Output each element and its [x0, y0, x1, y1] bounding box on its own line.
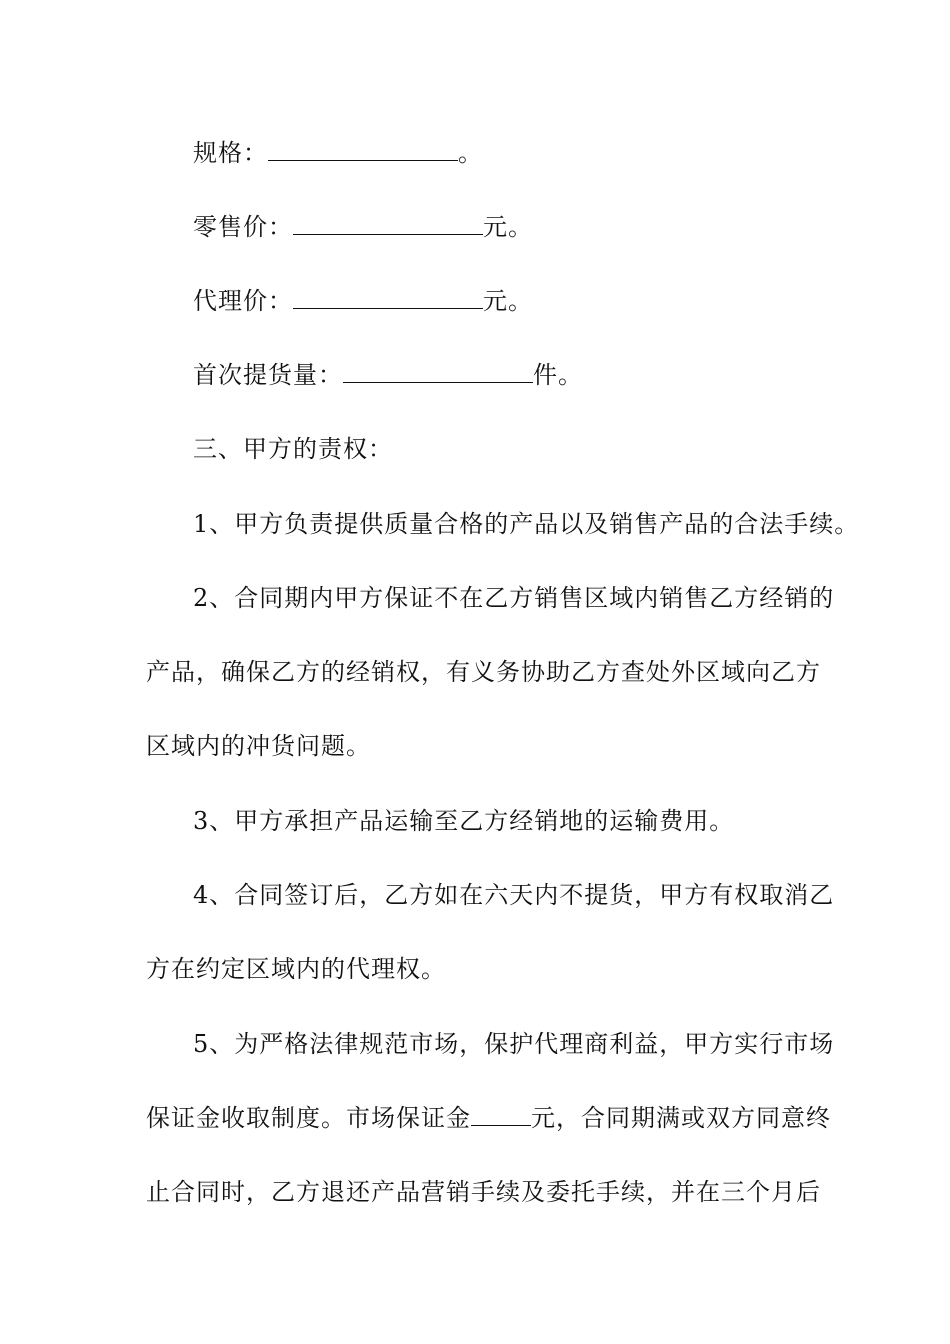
retail-price-suffix: 元。	[483, 213, 533, 241]
clause-3: 3、甲方承担产品运输至乙方经销地的运输费用。	[193, 807, 735, 835]
retail-price-label: 零售价：	[193, 213, 293, 241]
spec-blank	[268, 140, 458, 161]
agent-price-suffix: 元。	[483, 287, 533, 315]
clause-5-line-3: 止合同时，乙方退还产品营销手续及委托手续，并在三个月后	[146, 1178, 821, 1206]
clause-5-line-2-start: 保证金收取制度。市场保证金	[146, 1104, 471, 1132]
clause-4-line-1: 4、合同签订后，乙方如在六天内不提货，甲方有权取消乙	[193, 881, 835, 909]
clause-5-line-2	[146, 1102, 831, 1134]
agent-price-blank	[293, 288, 483, 309]
spec-line	[193, 137, 483, 169]
clause-2-line-2: 产品，确保乙方的经销权，有义务协助乙方查处外区域向乙方	[146, 658, 821, 686]
section-three-heading: 三、甲方的责权：	[193, 435, 393, 463]
first-order-qty-label: 首次提货量：	[193, 361, 343, 389]
retail-price-line	[193, 211, 533, 243]
agent-price-line	[193, 285, 533, 317]
clause-5-line-1: 5、为严格法律规范市场，保护代理商利益，甲方实行市场	[193, 1030, 835, 1058]
spec-suffix: 。	[458, 139, 483, 167]
first-order-qty-blank	[343, 362, 533, 383]
deposit-amount-blank	[471, 1105, 531, 1126]
first-order-qty-line	[193, 359, 583, 391]
first-order-qty-suffix: 件。	[533, 361, 583, 389]
clause-4-line-2: 方在约定区域内的代理权。	[146, 955, 446, 983]
clause-1: 1、甲方负责提供质量合格的产品以及销售产品的合法手续。	[193, 510, 860, 538]
agent-price-label: 代理价：	[193, 287, 293, 315]
clause-2-line-3: 区域内的冲货问题。	[146, 732, 371, 760]
clause-5-line-2-end: 元，合同期满或双方同意终	[531, 1104, 831, 1132]
retail-price-blank	[293, 214, 483, 235]
spec-label: 规格：	[193, 139, 268, 167]
clause-2-line-1: 2、合同期内甲方保证不在乙方销售区域内销售乙方经销的	[193, 584, 835, 612]
